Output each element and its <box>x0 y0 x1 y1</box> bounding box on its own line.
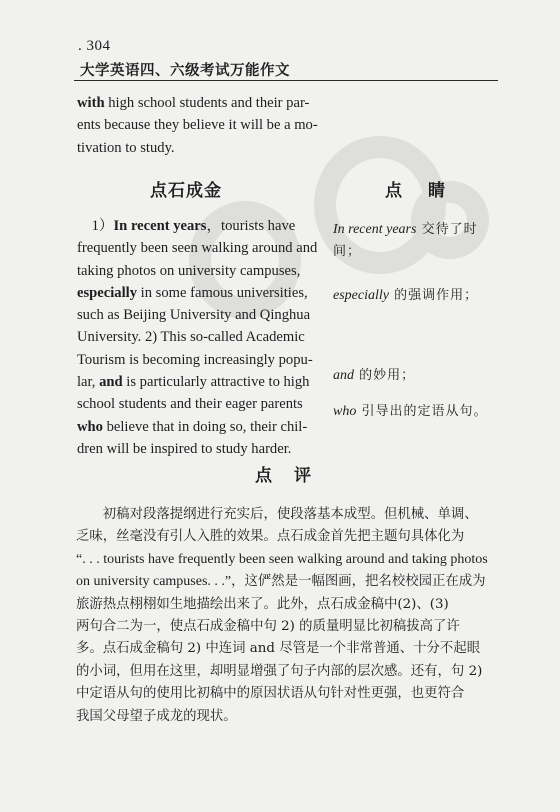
note-3-text: 的妙用； <box>354 368 416 383</box>
essay-line-3: taking photos on university campuses, <box>77 262 301 279</box>
note-especially <box>333 285 478 307</box>
essay-line-6: University. 2) This so-called Academic <box>77 329 305 346</box>
intro-paragraph <box>77 92 318 159</box>
essay-line-10 <box>77 416 317 438</box>
note-1-text-a: 交待了时 <box>416 222 478 237</box>
essay-bold-who: who <box>77 418 103 435</box>
essay-line-7: Tourism is becoming increasingly popu- <box>77 351 313 368</box>
note-2-keyword: especially <box>333 288 389 303</box>
essay-bold-and: and <box>99 374 123 391</box>
section-heading-dianshichengjin: 点石成金 <box>150 181 222 201</box>
comment-line-6: 两句合二为一，使点石成金稿中句 2) 的质量明显比初稿拔高了许 <box>76 619 460 635</box>
essay-line-1 <box>77 215 317 237</box>
comment-line-3: “. . . tourists have frequently been seen walking around and taking photos <box>76 551 488 567</box>
essay-line-4 <box>77 282 317 304</box>
comment-line-4 <box>76 571 488 593</box>
note-3-keyword: and <box>333 368 354 383</box>
comment-line-2: 乏味，丝毫没有引人入胜的效果。点石成金首先把主题句具体化为 <box>76 529 465 545</box>
intro-line-1 <box>77 92 318 114</box>
essay-line-11: dren will be inspired to study harder. <box>77 440 292 457</box>
comment-line-10: 我国父母望子成龙的现状。 <box>76 708 237 724</box>
note-4-keyword: who <box>333 404 357 419</box>
essay-bold-especially: especially <box>77 284 137 301</box>
note-2-text: 的强调作用； <box>388 288 479 303</box>
running-title: 大学英语四、六级考试万能作文 <box>80 63 290 79</box>
essay-line-5: such as Beijing University and Qinghua <box>77 307 311 324</box>
essay-line-8-rest: is particularly attractive to high <box>122 374 310 391</box>
comment-line-4-quote: on university campuses. . .” <box>76 574 232 590</box>
intro-line-3: tivation to study. <box>77 139 175 156</box>
essay-line-2: frequently been seen walking around and <box>77 240 318 257</box>
essay-line-10-rest: believe that in doing so, their chil- <box>102 418 308 435</box>
essay-paragraph <box>77 215 317 460</box>
comment-line-1: 初稿对段落提纲进行充实后，使段落基本成型。但机械、单调、 <box>76 507 478 522</box>
intro-bold-with: with <box>77 95 105 111</box>
essay-line-9: school students and their eager parents <box>77 396 303 413</box>
section-heading-dianjing: 点睛 <box>385 181 471 201</box>
comment-line-5: 旅游热点栩栩如生地描绘出来了。此外，点石成金稿中(2)、(3) <box>76 596 449 612</box>
essay-line-4-rest: in some famous universities, <box>137 284 308 301</box>
intro-line-1-rest: high school students and their par- <box>104 95 310 111</box>
comment-line-9: 中定语从句的使用比初稿中的原因状语从句针对性更强，也更符合 <box>76 686 465 702</box>
page-number: . 304 <box>78 38 111 54</box>
essay-bold-in-recent-years: In recent years <box>113 218 207 234</box>
note-in-recent-years <box>333 219 478 263</box>
essay-line-1-rest: ，tourists have <box>206 218 296 234</box>
note-and <box>333 365 415 387</box>
intro-line-2: ents because they believe it will be a mo- <box>77 117 318 134</box>
note-1-text-b: 间； <box>333 244 362 259</box>
comment-line-8: 的小词，但用在这里，却明显增强了句子内部的层次感。还有，句 2) <box>76 663 483 679</box>
note-who <box>333 401 487 423</box>
essay-line-1-number: 1） <box>91 218 114 234</box>
header-rule <box>74 80 498 81</box>
comment-line-7: 多。点石成金稿句 2) 中连词 and 尽管是一个非常普通、十分不起眼 <box>76 641 481 657</box>
note-4-text: 引导出的定语从句。 <box>356 404 488 419</box>
section-heading-dianping: 点评 <box>255 466 333 486</box>
note-1-keyword: In recent years <box>333 222 417 237</box>
comment-line-4-text: ，这俨然是一幅图画，把名校校园正在成为 <box>231 574 486 590</box>
essay-line-8-start: lar, <box>77 374 100 391</box>
essay-line-8 <box>77 371 317 393</box>
comment-paragraph <box>76 504 488 728</box>
